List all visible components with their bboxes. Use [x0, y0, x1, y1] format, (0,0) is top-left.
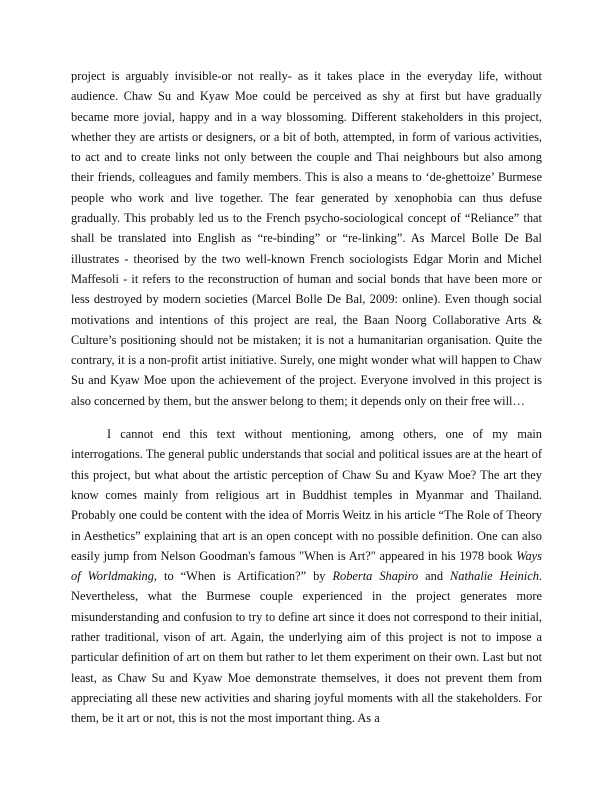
paragraph-2-text-part-1: I cannot end this text without mentioning, among others, one of my main interrogations. The general public understands that social and political issues are at the heart of this project, but what about the artistic perception of Chaw Su and Kyaw Moe? The art they know comes mainly from religious art in Buddhist temples in Myanmar and Thailand. Probably one could be content with the idea of Morris Weitz in his article “The Role of Theory in Aesthetics” explaining that art is an open concept with no possible definition. One can also easily jump from Nelson Goodman's famous "When is Art?" appeared in his 1978 book: [71, 427, 542, 563]
paragraph-2-text-part-2: to “When is Artification?” by: [157, 569, 333, 584]
body-paragraph-1: project is arguably invisible-or not really- as it takes place in the everyday life, without audience. Chaw Su and Kyaw Moe could be perceived as shy at first but have gradually became more jovial, happy and in a way blossoming. Different stakeholders in this project, whether they are artists or designers, or a bit of both, attempted, in form of various activities, to act and to create links not only between the couple and Thai neighbours but also among their friends, colleagues and family members. This is also a means to ‘de-ghettoize’ Burmese people who work and live together. The fear generated by xenophobia can thus defuse gradually. This probably led us to the French psycho-sociological concept of “Reliance” that shall be translated into English as “re-binding” or “re-linking”. As Marcel Bolle De Bal illustrates - theorised by the two well-known French sociologists Edgar Morin and Michel Maffesoli - it refers to the reconstruction of human and social bonds that have been more or less destroyed by modern societies (Marcel Bolle De Bal, 2009: online). Even though social motivations and intentions of this project are real, the Baan Noorg Collaborative Arts & Culture’s positioning should not be mistaken; it is not a humanitarian organisation. Quite the contrary, it is a non-profit artist initiative. Surely, one might wonder what will happen to Chaw Su and Kyaw Moe upon the achievement of the project. Everyone involved in this project is also concerned by them, but the answer belong to them; it depends only on their free will…: [71, 69, 542, 408]
paragraph-2-text-part-3: and: [418, 569, 450, 584]
author-nathalie-heinich: Nathalie Heinich: [450, 569, 539, 584]
document-page: [71, 66, 542, 729]
book-title-ways-of-worldmaking: Ways of Worldmaking,: [71, 548, 542, 584]
author-roberta-shapiro: Roberta Shapiro: [332, 569, 419, 584]
body-paragraph-2: [71, 424, 542, 728]
paragraph-2-text-part-4: . Nevertheless, what the Burmese couple experienced in the project generates more misunderstanding and confusion to try to define art since it does not correspond to their initial, rather traditional, vison of art. Again, the underlying aim of this project is not to impose a particular definition of art on them but rather to let them experiment on their own. Last but not least, as Chaw Su and Kyaw Moe demonstrate themselves, it does not prevent them from appreciating all these new activities and sharing joyful moments with all the stakeholders. For them, be it art or not, this is not the most important thing. As a: [71, 569, 542, 726]
